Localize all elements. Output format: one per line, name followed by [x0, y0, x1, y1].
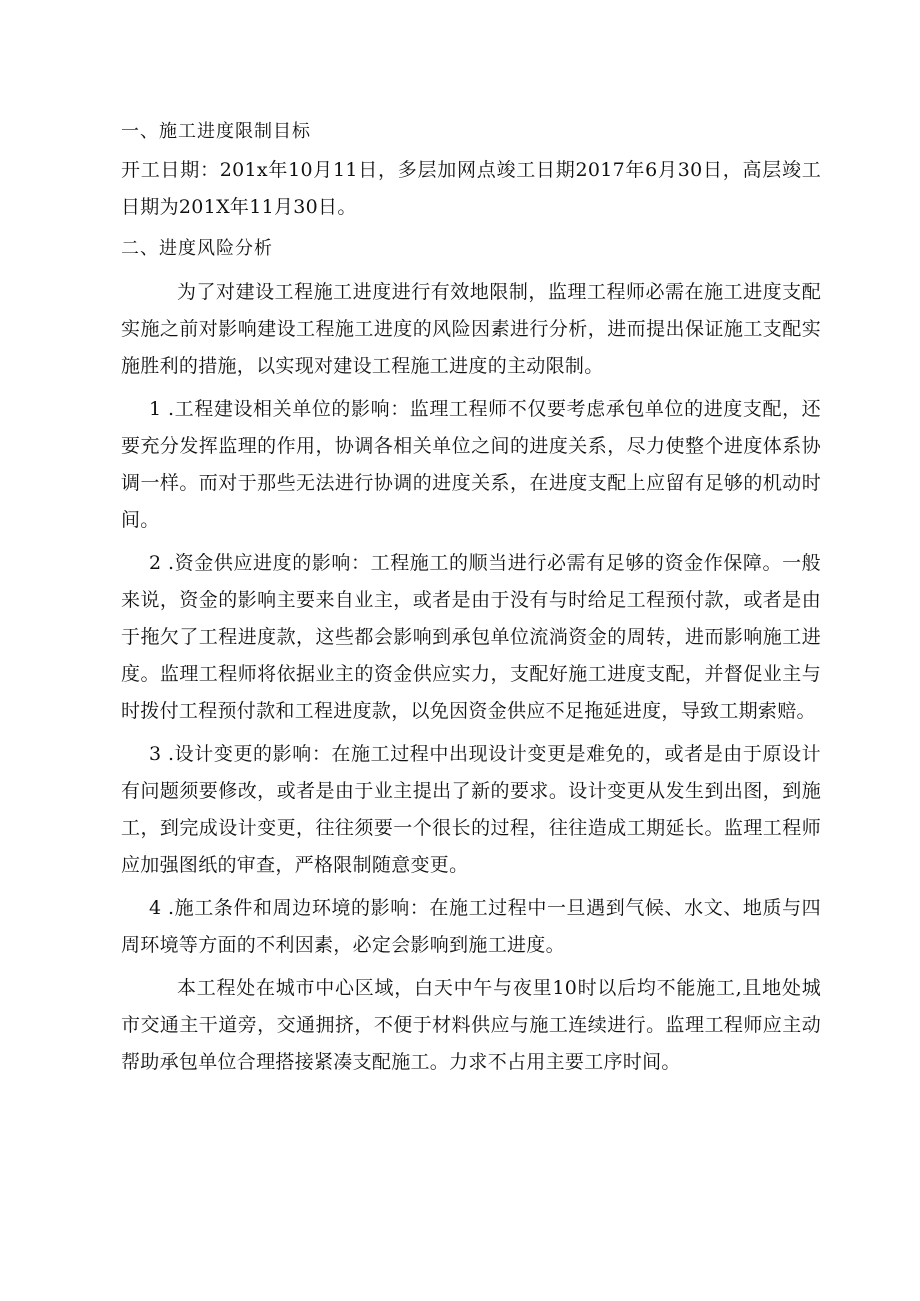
risk-item-2: 2 .资金供应进度的影响：工程施工的顺当进行必需有足够的资金作保障。一般来说，资金的影响主要来自业主，或者是由于没有与时给足工程预付款，或者是由于拖欠了工程进度款，这些都会影响到承包单位流淌资金的周转，进而影响施工进度。监理工程师将依据业主的资金供应实力，支配好施工进度支配，并督促业主与时拨付工程预付款和工程进度款，以免因资金供应不足拖延进度，导致工期索赔。: [121, 552, 821, 722]
document-body: [121, 112, 821, 1081]
risk-intro-paragraph: 为了对建设工程施工进度进行有效地限制，监理工程师必需在施工进度支配实施之前对影响建设工程施工进度的风险因素进行分析，进而提出保证施工支配实施胜利的措施，以实现对建设工程施工进度的主动限制。: [121, 281, 821, 377]
risk-item-1: 1 .工程建设相关单位的影响：监理工程师不仅要考虑承包单位的进度支配，还要充分发挥监理的作用，协调各相关单位之间的进度关系，尽力使整个进度体系协调一样。而对于那些无法进行协调的进度关系，在进度支配上应留有足够的机动时间。: [121, 398, 821, 531]
section-heading-progress-target: 一、施工进度限制目标: [121, 121, 311, 142]
schedule-dates-paragraph: 开工日期：201x年10月11日，多层加网点竣工日期2017年6月30日，高层竣工日期为201X年11月30日。: [121, 159, 821, 218]
section-heading-risk-analysis: 二、进度风险分析: [121, 238, 273, 259]
closing-paragraph: 本工程处在城市中心区域，白天中午与夜里10时以后均不能施工,且地处城市交通主干道旁，交通拥挤，不便于材料供应与施工连续进行。监理工程师应主动帮助承包单位合理搭接紧凑支配施工。力求不占用主要工序时间。: [121, 977, 821, 1073]
risk-item-4: 4 .施工条件和周边环境的影响：在施工过程中一旦遇到气候、水文、地质与四周环境等方面的不利因素，必定会影响到施工进度。: [121, 897, 821, 956]
risk-item-3: 3 .设计变更的影响：在施工过程中出现设计变更是难免的，或者是由于原设计有问题须要修改，或者是由于业主提出了新的要求。设计变更从发生到出图，到施工，到完成设计变更，往往须要一个很长的过程，往往造成工期延长。监理工程师应加强图纸的审查，严格限制随意变更。: [121, 743, 821, 876]
